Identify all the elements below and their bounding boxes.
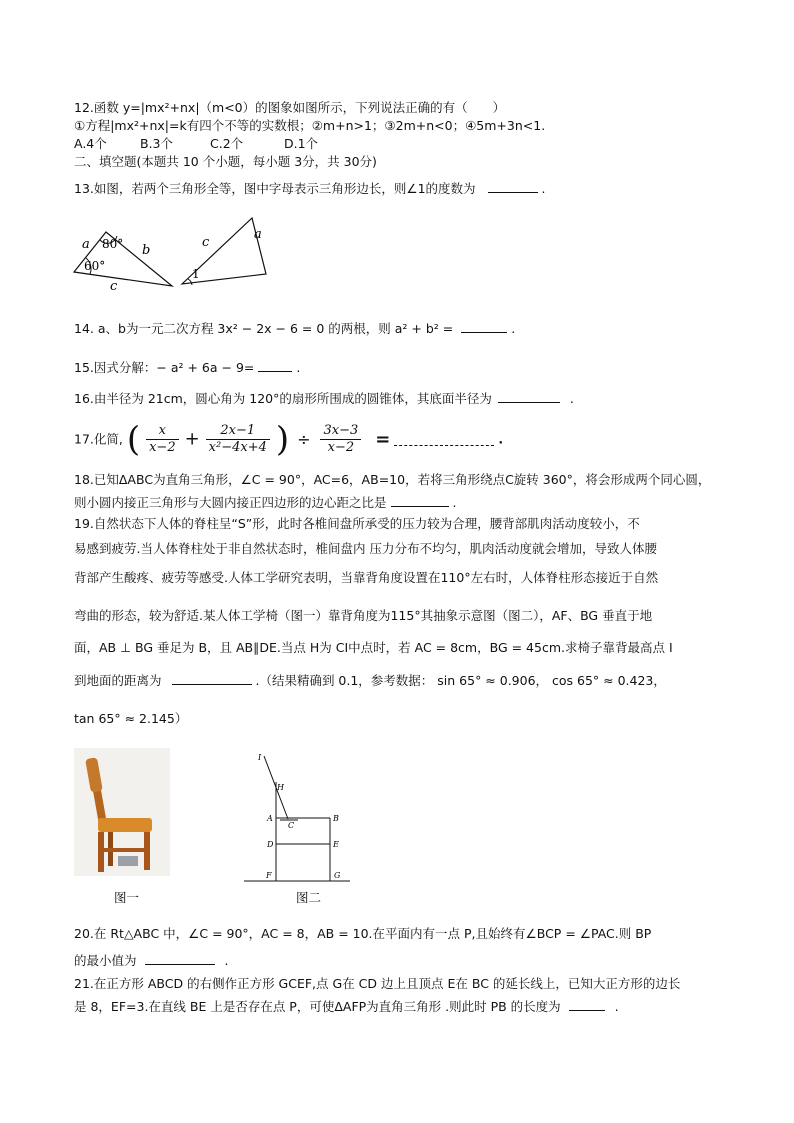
point-G: G (334, 871, 341, 880)
q14-line (74, 320, 515, 337)
q15-line (74, 359, 300, 376)
q12-line2: ①方程|mx²+nx|=k有四个不等的实数根；②m+n>1；③2m+n<0；④5m+3n<1. (74, 118, 546, 133)
chair-photo (74, 748, 170, 876)
q21-tail: . (614, 999, 619, 1014)
q17-f3-denominator: x−2 (327, 440, 355, 455)
q16-answer-blank[interactable] (498, 390, 560, 403)
q12-options (74, 136, 318, 152)
q17-fraction-3 (320, 423, 361, 456)
label-c-left: c (110, 279, 118, 294)
section-title: 二、填空题(本题共 10 个小题，每小题 3分，共 30分) (74, 154, 377, 169)
q19-line7: tan 65° ≈ 2.145） (74, 711, 188, 726)
figure2-caption: 图二 (296, 890, 322, 905)
right-paren: ) (275, 419, 290, 460)
q17-answer-blank[interactable] (394, 433, 494, 446)
q19-line6a: 到地面的距离为 (74, 673, 162, 688)
q17-f3-numerator: 3x−3 (320, 423, 361, 440)
q17-plus: + (184, 428, 200, 450)
q21-line2: 是 8，EF=3.在直线 BE 上是否存在点 P，可使ΔAFP为直角三角形 .则此时 PB 的长度为 (74, 999, 561, 1014)
q20-line1: 20.在 Rt△ABC 中，∠C = 90°，AC = 8，AB = 10.在平面内有一点 P,且始终有∠BCP = ∠PAC.则 BP (74, 926, 652, 941)
q18-tail: . (452, 495, 457, 510)
q19-answer-blank[interactable] (172, 672, 252, 685)
q17-f1-numerator: x (146, 423, 179, 440)
q20-line2: 的最小值为 (74, 953, 137, 968)
q17-f2-denominator: x²−4x+4 (208, 440, 267, 455)
q17-f1-denominator: x−2 (149, 440, 176, 455)
q14-tail: . (511, 321, 516, 336)
q15-text: 15.因式分解：− a² + 6a − 9= (74, 360, 255, 375)
q12-option-a: A.4个 (74, 136, 107, 151)
q18-line1: 18.已知ΔABC为直角三角形，∠C = 90°，AC=6，AB=10，若将三角形绕点C旋转 360°，将会形成两个同心圆， (74, 472, 711, 487)
point-B: B (333, 814, 339, 823)
q19-line6 (74, 672, 666, 689)
q21-answer-blank[interactable] (569, 998, 605, 1011)
q18-line2: 则小圆内接正三角形与大圆内接正四边形的边心距之比是 (74, 495, 387, 510)
q15-answer-blank[interactable] (258, 359, 292, 372)
q19-line6b: .（结果精确到 0.1，参考数据： sin 65° ≈ 0.906， cos 65° ≈ 0.423， (255, 673, 666, 688)
label-c-right: c (202, 235, 210, 250)
q17-fraction-2 (206, 423, 270, 456)
q13-text: 13.如图，若两个三角形全等，图中字母表示三角形边长，则∠1的度数为 (74, 181, 476, 196)
q13-triangles-figure (66, 212, 278, 294)
q12-line1: 12.函数 y=|mx²+nx|（m<0）的图象如图所示，下列说法正确的有（ ） (74, 100, 506, 115)
label-a-right: a (254, 227, 262, 242)
chair-diagram (244, 748, 350, 884)
point-D: D (267, 840, 274, 849)
q17-equals: = (375, 428, 391, 450)
q16-line (74, 390, 574, 407)
left-paren: ( (126, 419, 141, 460)
q17-tail: . (498, 431, 504, 447)
point-E: E (333, 840, 339, 849)
point-I: I (258, 753, 262, 762)
q14-text: 14. a、b为一元二次方程 3x² − 2x − 6 = 0 的两根，则 a² + b² = (74, 321, 454, 336)
q19-line1: 19.自然状态下人体的脊柱呈“S”形，此时各椎间盘所承受的压力较为合理，腰背部肌肉活动度较小，不 (74, 516, 640, 531)
q16-text: 16.由半径为 21cm，圆心角为 120°的扇形所围成的圆锥体，其底面半径为 (74, 391, 492, 406)
q19-line4: 弯曲的形态，较为舒适.某人体工学椅（图一）靠背角度为115°其抽象示意图（图二），AF、BG 垂直于地 (74, 608, 653, 623)
q12-option-b: B.3个 (140, 136, 174, 151)
q20-answer-blank[interactable] (145, 952, 215, 965)
q17-prefix: 17.化简, (74, 431, 123, 447)
point-C: C (288, 821, 295, 830)
point-A: A (267, 814, 273, 823)
q21-line1: 21.在正方形 ABCD 的右侧作正方形 GCEF,点 G在 CD 边上且顶点 E在 BC 的延长线上，已知大正方形的边长 (74, 976, 681, 991)
q17-fraction-1 (146, 423, 179, 456)
q12-option-c: C.2个 (210, 136, 244, 151)
q12-option-d: D.1个 (284, 136, 319, 151)
point-F: F (266, 871, 272, 880)
q19-line3: 背部产生酸疼、疲劳等感受.人体工学研究表明，当靠背角度设置在110°左右时，人体脊柱形态接近于自然 (74, 570, 659, 585)
q17-f2-numerator: 2x−1 (206, 423, 270, 440)
figure1-caption: 图一 (114, 890, 140, 905)
q15-tail: . (296, 360, 301, 375)
q18-answer-blank[interactable] (391, 494, 449, 507)
q18-line2-row (74, 494, 456, 511)
q20-tail: . (224, 953, 229, 968)
q17-divide: ÷ (297, 429, 311, 449)
q17-line (74, 418, 503, 461)
q19-line2: 易感到疲劳.当人体脊柱处于非自然状态时，椎间盘内 压力分布不均匀，肌肉活动度就会增加，导致人体腰 (74, 541, 657, 556)
q20-line2-row (74, 952, 228, 969)
label-60: 60° (84, 259, 106, 273)
q16-tail: . (569, 391, 574, 406)
label-80: 80° (102, 237, 124, 251)
label-b-left: b (142, 243, 151, 258)
q19-line5: 面，AB ⊥ BG 垂足为 B，且 AB∥DE.当点 H为 CI中点时，若 AC = 8cm，BG = 45cm.求椅子靠背最高点 I (74, 640, 673, 655)
q13-answer-blank[interactable] (488, 180, 538, 193)
label-a-left: a (82, 237, 90, 252)
point-H: H (277, 783, 284, 792)
q13-line (74, 180, 546, 197)
q14-answer-blank[interactable] (461, 320, 507, 333)
label-angle-1: 1 (192, 267, 200, 281)
q21-line2-row (74, 998, 619, 1015)
q13-tail: . (541, 181, 546, 196)
